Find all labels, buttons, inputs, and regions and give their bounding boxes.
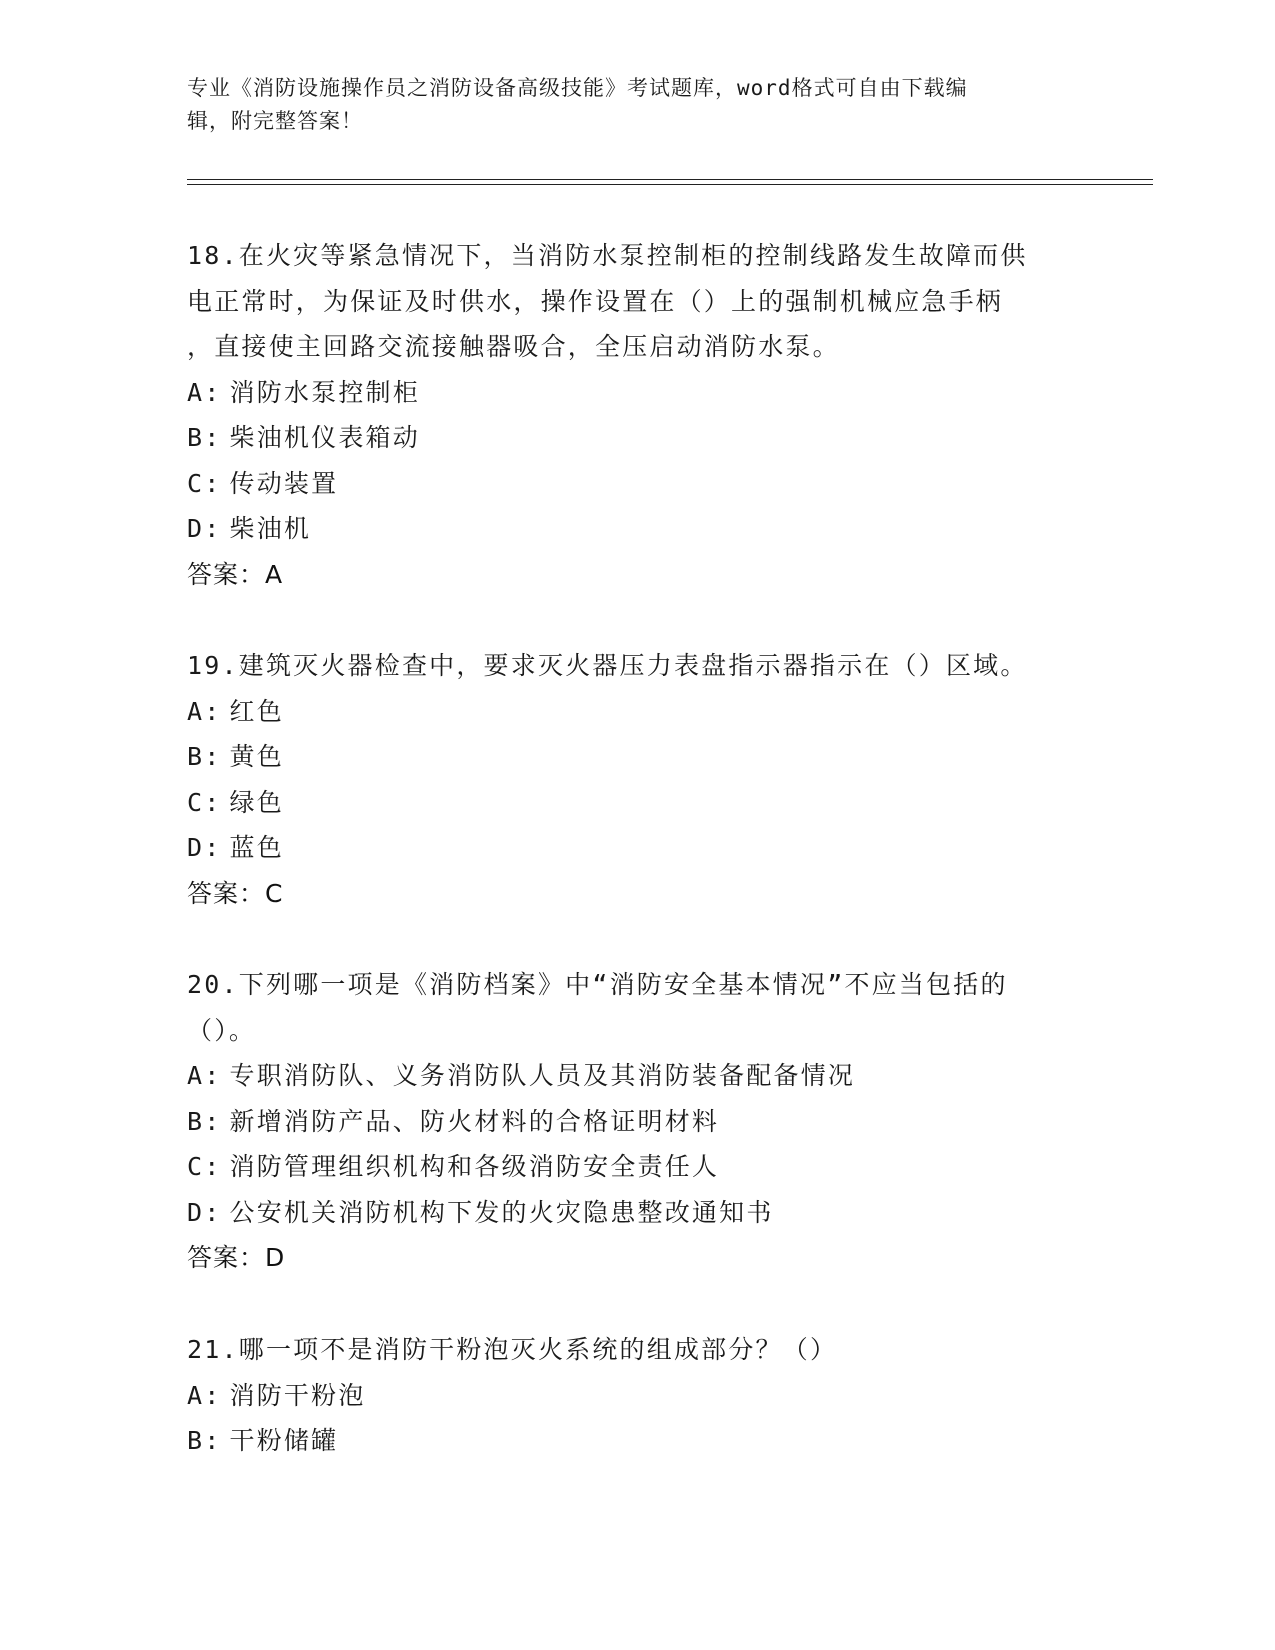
question-text-line: 电正常时，为保证及时供水，操作设置在（）上的强制机械应急手柄	[187, 286, 1004, 316]
option-letter: C:	[187, 1152, 222, 1181]
option-b	[187, 1099, 1087, 1145]
question-text-line: ，直接使主回路交流接触器吸合，全压启动消防水泵。	[187, 332, 840, 361]
option-text: 消防干粉泡	[229, 1380, 366, 1410]
option-a	[187, 689, 1087, 735]
option-a	[187, 1373, 1087, 1419]
question-21	[187, 1327, 1087, 1464]
option-text: 公安机关消防机构下发的火灾隐患整改通知书	[229, 1197, 774, 1227]
question-text	[187, 962, 1087, 1053]
option-letter: C:	[187, 468, 222, 498]
question-text-line: 20.下列哪一项是《消防档案》中“消防安全基本情况”不应当包括的	[187, 970, 1008, 999]
option-text: 柴油机仪表箱动	[229, 423, 420, 452]
option-letter: B:	[187, 1426, 222, 1455]
option-a	[187, 370, 1087, 416]
question-text-line: 19.建筑灭火器检查中，要求灭火器压力表盘指示器指示在（）区域。	[187, 651, 1028, 680]
option-letter: D:	[187, 1197, 222, 1227]
option-letter: A:	[187, 1380, 222, 1410]
option-letter: A:	[187, 377, 222, 407]
option-text: 传动装置	[229, 468, 339, 498]
header-divider-bottom	[187, 184, 1153, 185]
question-19	[187, 643, 1087, 916]
document-header	[187, 72, 1067, 138]
question-text-line: 18.在火灾等紧急情况下，当消防水泵控制柜的控制线路发生故障而供	[187, 241, 1028, 270]
option-d	[187, 1190, 1087, 1236]
option-text: 蓝色	[229, 833, 284, 862]
header-line-2: 辑，附完整答案！	[187, 109, 363, 133]
option-letter: C:	[187, 787, 222, 817]
option-text: 红色	[229, 696, 284, 726]
option-text: 消防管理组织机构和各级消防安全责任人	[229, 1152, 720, 1181]
header-divider-top	[187, 179, 1153, 180]
option-d	[187, 825, 1087, 871]
option-letter: B:	[187, 1106, 222, 1136]
option-text: 柴油机	[229, 514, 312, 543]
question-text	[187, 233, 1087, 370]
option-text: 消防水泵控制柜	[229, 377, 420, 407]
option-b	[187, 415, 1087, 461]
option-letter: A:	[187, 1061, 222, 1090]
option-c	[187, 461, 1087, 507]
option-text: 绿色	[229, 787, 284, 817]
option-text: 黄色	[229, 742, 284, 771]
answer-label: 答案：D	[187, 1243, 286, 1272]
option-d	[187, 506, 1087, 552]
question-text-line: （）。	[187, 1015, 257, 1045]
option-text: 新增消防产品、防火材料的合格证明材料	[229, 1106, 720, 1136]
option-text: 专职消防队、义务消防队人员及其消防装备配备情况	[229, 1061, 856, 1090]
option-b	[187, 734, 1087, 780]
question-18	[187, 233, 1087, 597]
option-letter: B:	[187, 742, 222, 771]
option-a	[187, 1053, 1087, 1099]
option-c	[187, 1144, 1087, 1190]
answer-label: 答案：C	[187, 878, 284, 908]
option-c	[187, 780, 1087, 826]
question-20	[187, 962, 1087, 1281]
option-text: 干粉储罐	[229, 1426, 339, 1455]
option-letter: D:	[187, 514, 222, 543]
question-text	[187, 643, 1087, 689]
question-text-line: 21.哪一项不是消防干粉泡灭火系统的组成部分？（）	[187, 1335, 838, 1364]
answer-label: 答案：A	[187, 559, 284, 589]
option-b	[187, 1418, 1087, 1464]
question-text	[187, 1327, 1087, 1373]
header-line-1: 专业《消防设施操作员之消防设备高级技能》考试题库，word格式可自由下载编	[187, 76, 968, 100]
option-letter: D:	[187, 833, 222, 862]
option-letter: B:	[187, 423, 222, 452]
option-letter: A:	[187, 696, 222, 726]
